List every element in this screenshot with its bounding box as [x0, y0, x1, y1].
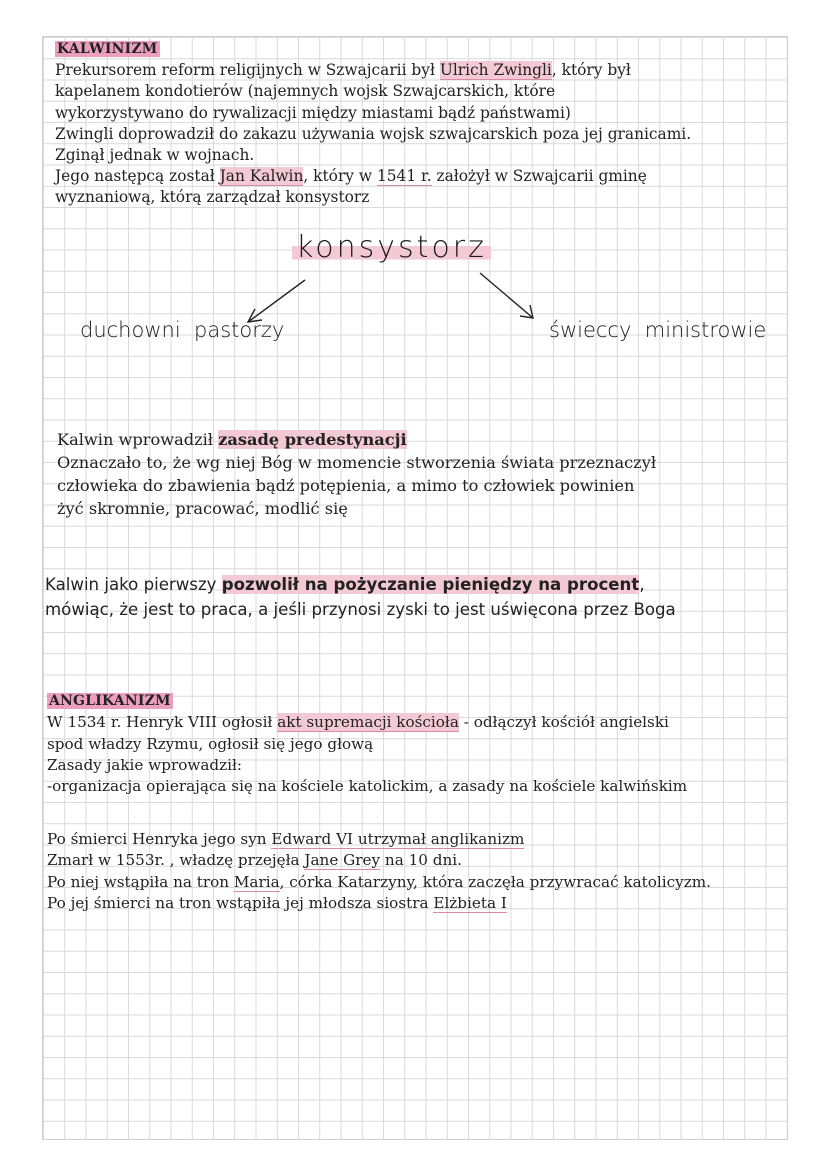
text-line: spod władzy Rzymu, ogłosił się jego głową — [47, 734, 374, 753]
text-line: -organizacja opierająca się na kościele katolickim, a zasady na kościele kalwińskim — [47, 777, 688, 796]
text-line: żyć skromnie, pracować, modlić się — [57, 499, 348, 518]
text: , córka Katarzyny, która zaczęła przywracać katolicyzm. — [279, 872, 711, 891]
text: , który był — [551, 61, 631, 80]
text: Po jej śmierci na tron wstąpiła jej młodsza siostra — [47, 893, 434, 912]
highlight-zwingli: Ulrich Zwingli — [439, 61, 552, 80]
diagram-left-label: duchowni pastorzy — [80, 318, 285, 342]
predestynacja-section — [57, 428, 656, 520]
text-line: Zwingli doprowadził do zakazu używania wojsk szwajcarskich poza jej granicami. — [55, 124, 692, 143]
highlight-akt-supremacji: akt supremacji kościoła — [277, 713, 459, 732]
highlight-predestynacja: zasadę predestynacji — [218, 430, 407, 449]
text-line: Zasady jakie wprowadził: — [47, 755, 243, 774]
text: - odłączył kościół angielski — [458, 713, 669, 732]
text-line: wykorzystywano do rywalizacji między miastami bądź państwami) — [55, 103, 571, 122]
underline-elzbieta: Elżbieta I — [433, 893, 507, 912]
arrow-right-line — [480, 273, 533, 318]
anglikanizm-section — [47, 690, 687, 797]
text: Jego następcą został — [55, 167, 220, 186]
underline-edward: Edward VI utrzymał anglikanizm — [271, 830, 525, 848]
kalwinizm-title: KALWINIZM — [57, 41, 158, 57]
text: Kalwin jako pierwszy — [45, 575, 222, 594]
highlight-procent: pozwolił na pożyczanie pieniędzy na procent — [221, 575, 640, 594]
text-line: mówiąc, że jest to praca, a jeśli przynosi zyski to jest uświęcona przez Boga — [45, 600, 676, 619]
nastepcy-section — [47, 829, 711, 914]
diagram-center-label: konsystorz — [296, 230, 487, 265]
highlight-kalwin: Jan Kalwin — [219, 167, 304, 186]
text-line: człowieka do zbawienia bądź potępienia, a mimo to człowiek powinien — [57, 476, 635, 495]
arrow-left-line — [248, 280, 305, 322]
underline-maria: Maria — [233, 872, 280, 891]
text: na 10 dni. — [380, 851, 462, 870]
text-line: Oznaczało to, że wg niej Bóg w momencie stworzenia świata przeznaczył — [57, 453, 657, 472]
text: Kalwin wprowadził — [57, 430, 219, 449]
text-line: kapelanem kondotierów (najemnych wojsk Szwajcarskich, które — [55, 82, 556, 101]
text: Prekursorem reform religijnych w Szwajcarii był — [55, 61, 440, 80]
text: Po niej wstąpiła na tron — [47, 872, 234, 891]
text: założył w Szwajcarii gminę — [431, 167, 647, 186]
text-line: Zginął jednak w wojnach. — [55, 146, 255, 165]
diagram-right-label: świeccy ministrowie — [549, 318, 767, 342]
text-line: wyznaniową, którą zarządzał konsystorz — [55, 188, 370, 207]
underline-jane-grey: Jane Grey — [304, 851, 381, 870]
text: Po śmierci Henryka jego syn — [47, 830, 272, 848]
anglikanizm-title: ANGLIKANIZM — [49, 693, 171, 709]
underline-1541: 1541 r. — [376, 167, 432, 186]
text: W 1534 r. Henryk VIII ogłosił — [47, 713, 278, 732]
text: , który w — [303, 167, 377, 186]
text: Zmarł w 1553r. , władzę przejęła — [47, 851, 305, 870]
text: , — [639, 575, 645, 594]
procent-section — [45, 572, 676, 622]
